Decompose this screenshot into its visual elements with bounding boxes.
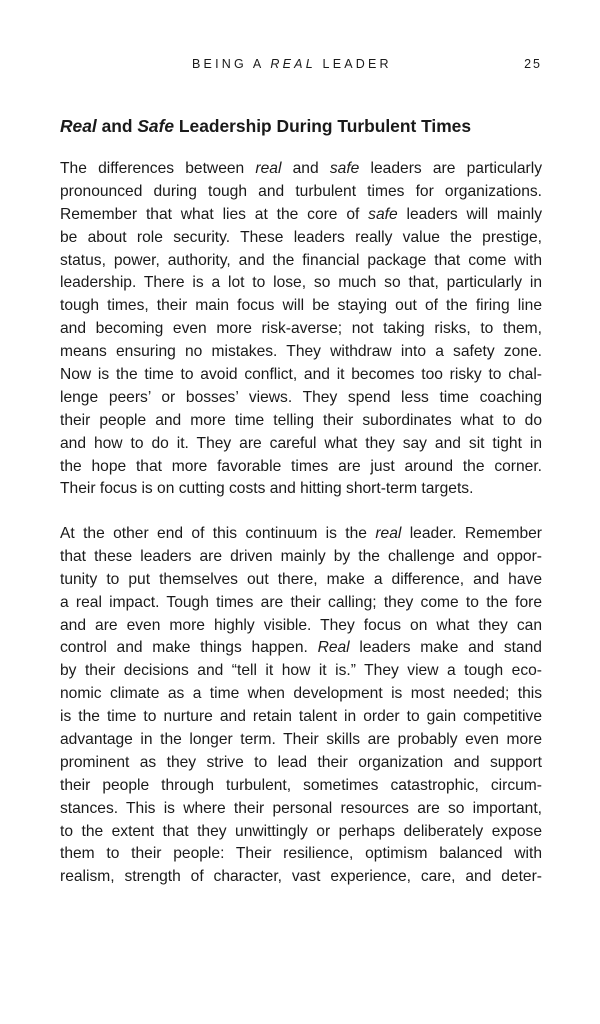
text-line: leadership. There is a lot to lose, so much so that, particularly in — [60, 274, 542, 292]
text-line: status, power, authority, and the financial package that come with — [60, 251, 542, 269]
italic-text: real — [255, 160, 282, 177]
running-head — [60, 57, 542, 73]
italic-text: safe — [368, 205, 398, 223]
text-span: and — [281, 160, 330, 177]
page-number: 25 — [524, 57, 542, 71]
text-line — [60, 204, 542, 227]
heading-rest: Leadership During Turbulent Times — [174, 116, 472, 136]
text-span: Remember that what lies at the core of — [60, 205, 369, 223]
running-title-italic: REAL — [270, 57, 316, 71]
text-span: leaders are particularly — [359, 160, 543, 177]
text-line: them to their people: Their resilience, optimism balanced with — [60, 845, 542, 863]
text-line: means ensuring no mistakes. They withdraw into a safety zone. — [60, 343, 542, 361]
running-title-suffix: LEADER — [315, 57, 392, 71]
text-span: leaders will mainly — [397, 205, 542, 223]
heading-safe: Safe — [137, 116, 175, 136]
text-line: their people and more time telling their subordinates what to do — [60, 411, 542, 429]
text-line — [60, 158, 542, 181]
text-line: Their focus is on cutting costs and hitting short-term targets. — [60, 480, 474, 498]
text-span: The differences between — [60, 160, 256, 177]
text-line: stances. This is where their personal resources are so important, — [60, 799, 542, 817]
text-line: lenge peers’ or bosses’ views. They spend less time coaching — [60, 388, 542, 406]
paragraph-1 — [60, 158, 542, 501]
section-heading — [60, 115, 542, 137]
text-line: tough times, their main focus will be staying out of the firing line — [60, 297, 542, 315]
text-line: to the extent that they unwittingly or perhaps deliberately expose — [60, 822, 542, 840]
text-line: that these leaders are driven mainly by the challenge and oppor- — [60, 547, 542, 565]
text-line: a real impact. Tough times are their calling; they come to the fore — [60, 593, 542, 611]
text-span: leader. Remember — [401, 525, 542, 542]
text-line: Now is the time to avoid conflict, and it becomes too risky to chal- — [60, 366, 542, 384]
heading-and: and — [96, 116, 138, 136]
text-line: their people through turbulent, sometimes catastrophic, circum- — [60, 776, 542, 794]
text-span: control and make things happen. — [60, 639, 318, 657]
italic-text: real — [375, 525, 402, 542]
text-line: tunity to put themselves out there, make a difference, and have — [60, 570, 542, 588]
text-line: nomic climate as a time when development is most needed; this — [60, 685, 542, 703]
text-line: by their decisions and “tell it how it is.” They view a tough eco- — [60, 662, 542, 680]
heading-real: Real — [60, 116, 97, 136]
italic-text: Real — [317, 639, 350, 657]
italic-text: safe — [329, 160, 360, 177]
text-line: be about role security. These leaders really value the prestige, — [60, 228, 542, 246]
text-line: and how to do it. They are careful what they say and sit tight in — [60, 434, 542, 452]
paragraph-2 — [60, 523, 542, 889]
text-line — [60, 523, 542, 546]
running-title-prefix: BEING A — [192, 57, 271, 71]
text-span: leaders make and stand — [349, 639, 542, 657]
text-line: the hope that more favorable times are just around the corner. — [60, 457, 542, 475]
text-line: is the time to nurture and retain talent in order to gain competitive — [60, 708, 542, 726]
text-line: and are even more highly visible. They focus on what they can — [60, 616, 542, 634]
text-line: advantage in the longer term. Their skills are probably even more — [60, 731, 542, 749]
text-line: prominent as they strive to lead their organization and support — [60, 753, 542, 771]
text-line — [60, 637, 542, 660]
text-span: At the other end of this continuum is the — [60, 525, 376, 542]
text-line: realism, strength of character, vast experience, care, and deter- — [60, 868, 542, 886]
running-title — [192, 57, 392, 71]
text-line: pronounced during tough and turbulent times for organizations. — [60, 182, 542, 200]
text-line: and becoming even more risk-averse; not taking risks, to them, — [60, 320, 542, 338]
